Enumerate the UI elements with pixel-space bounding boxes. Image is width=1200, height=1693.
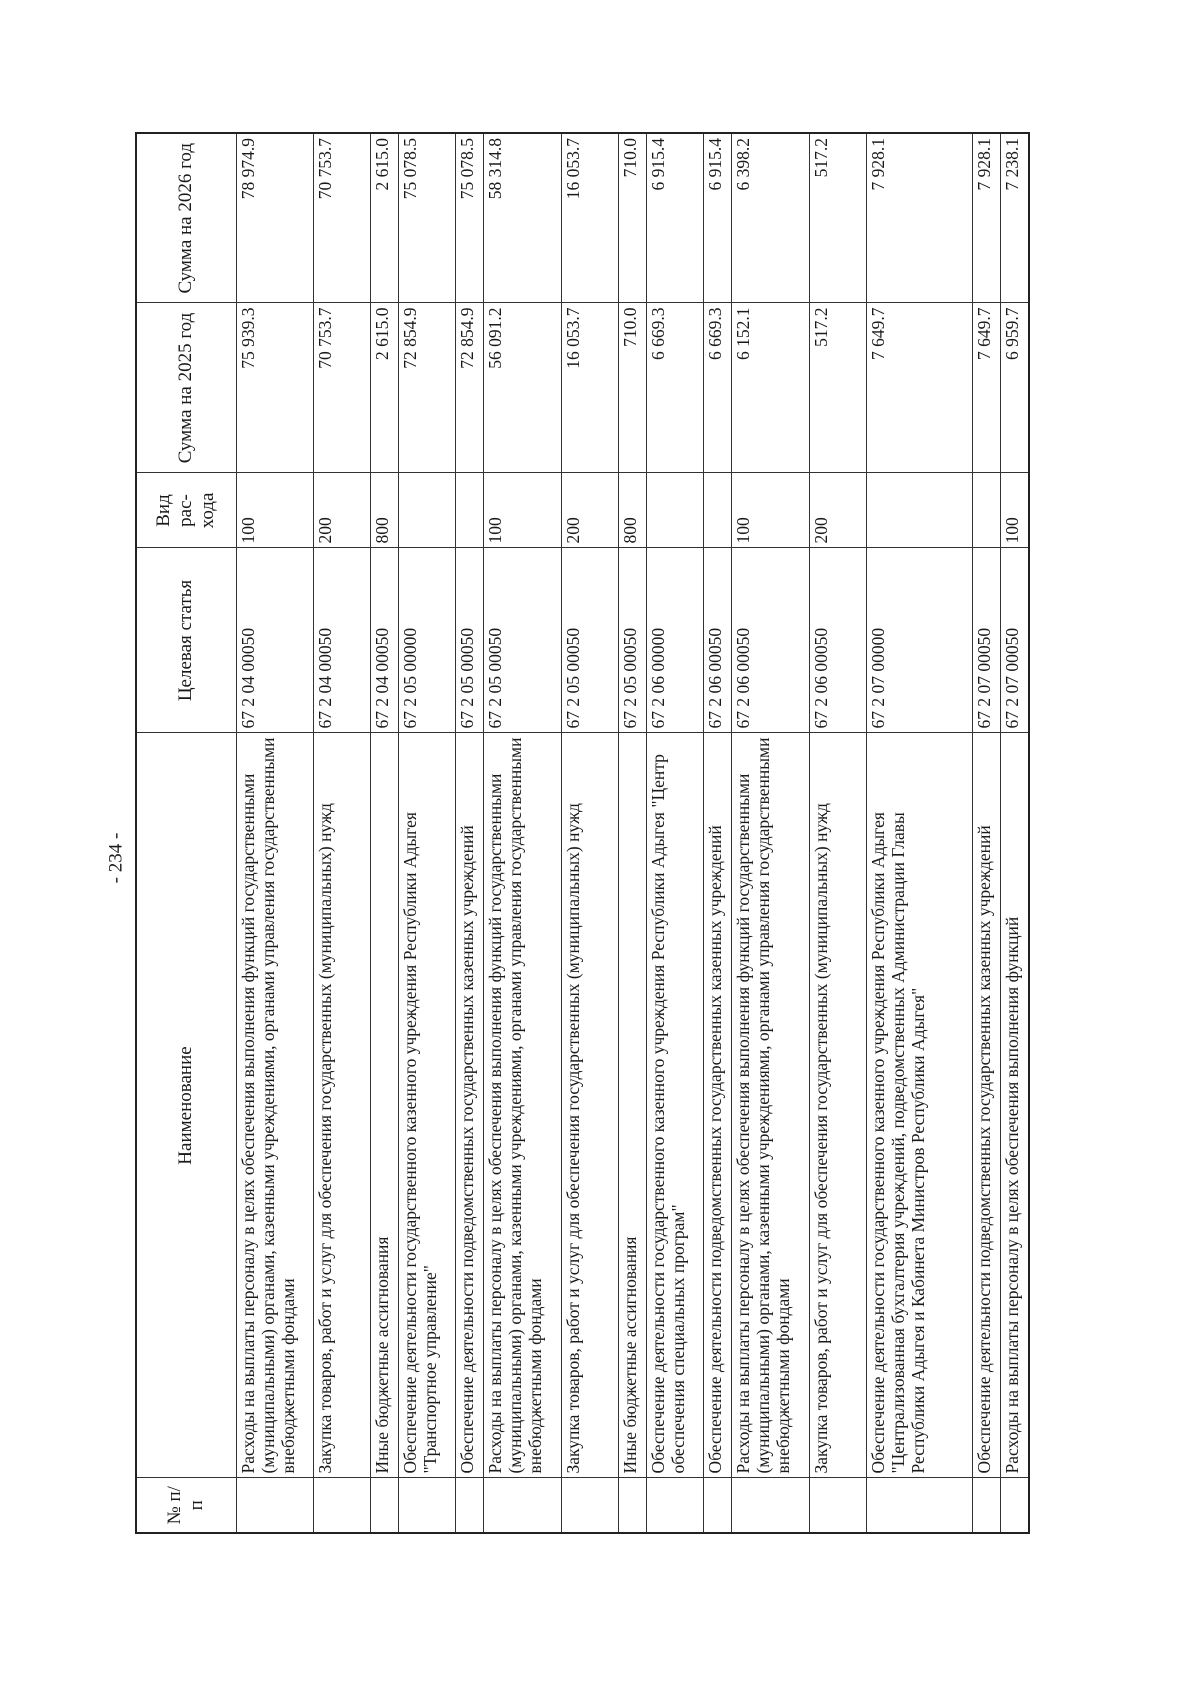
header-vid: Вид рас-хода (136, 473, 236, 548)
cell-sum-2025: 72 854.9 (455, 303, 483, 473)
cell-vid: 200 (314, 473, 371, 548)
cell-code: 67 2 07 00050 (1001, 548, 1029, 733)
cell-name: Расходы на выплаты персоналу в целях обеспечения выполнения функций (1001, 733, 1029, 1478)
cell-name: Закупка товаров, работ и услуг для обеспечения государственных (муниципальных) нужд (562, 733, 619, 1478)
cell-no (732, 1478, 810, 1533)
cell-no (484, 1478, 562, 1533)
cell-sum-2025: 6 959.7 (1001, 303, 1029, 473)
cell-sum-2025: 710.0 (618, 303, 646, 473)
table-row (647, 133, 704, 1533)
cell-name: Обеспечение деятельности государственного казенного учреждения Республики Адыгея "Центр обеспечения специальных програм" (647, 733, 704, 1478)
cell-name: Расходы на выплаты персоналу в целях обеспечения выполнения функций государственными (муниципальными) органами, казенными учреждениями, органами управления государственными внебюджетными фондами (236, 733, 314, 1478)
cell-sum-2026: 7 928.1 (972, 133, 1000, 303)
table-row (484, 133, 562, 1533)
cell-sum-2025: 6 152.1 (732, 303, 810, 473)
table-row (809, 133, 866, 1533)
cell-name: Закупка товаров, работ и услуг для обеспечения государственных (муниципальных) нужд (809, 733, 866, 1478)
cell-no (1001, 1478, 1029, 1533)
cell-no (618, 1478, 646, 1533)
cell-sum-2025: 6 669.3 (647, 303, 704, 473)
cell-code: 67 2 05 00050 (618, 548, 646, 733)
cell-code: 67 2 04 00050 (371, 548, 399, 733)
cell-name: Расходы на выплаты персоналу в целях обеспечения выполнения функций государственными (муниципальными) органами, казенными учреждениями, органами управления государственными внебюджетными фондами (732, 733, 810, 1478)
cell-no (314, 1478, 371, 1533)
cell-sum-2026: 710.0 (618, 133, 646, 303)
page-number (104, 808, 128, 908)
table-row (371, 133, 399, 1533)
cell-code: 67 2 06 00000 (647, 548, 704, 733)
cell-no (371, 1478, 399, 1533)
cell-vid: 800 (371, 473, 399, 548)
budget-table (135, 132, 1030, 1534)
cell-sum-2025: 2 615.0 (371, 303, 399, 473)
table-row (703, 133, 731, 1533)
cell-sum-2026: 75 078.5 (455, 133, 483, 303)
cell-sum-2026: 7 238.1 (1001, 133, 1029, 303)
cell-sum-2025: 517.2 (809, 303, 866, 473)
cell-no (809, 1478, 866, 1533)
header-name: Наименование (136, 733, 236, 1478)
cell-sum-2026: 75 078.5 (399, 133, 456, 303)
table-row (236, 133, 314, 1533)
cell-sum-2025: 7 649.7 (866, 303, 972, 473)
header-code: Целевая статья (136, 548, 236, 733)
cell-sum-2026: 517.2 (809, 133, 866, 303)
cell-code: 67 2 07 00050 (972, 548, 1000, 733)
cell-name: Обеспечение деятельности государственного казенного учреждения Республики Адыгея "Централизованная бухгалтерия учреждений, подведомственных Администрации Главы Республики Адыгея и Кабинета Министров Республики Адыгея" (866, 733, 972, 1478)
cell-no (972, 1478, 1000, 1533)
cell-vid (866, 473, 972, 548)
cell-vid (455, 473, 483, 548)
cell-sum-2025: 16 053.7 (562, 303, 619, 473)
cell-name: Обеспечение деятельности подведомственных государственных казенных учреждений (455, 733, 483, 1478)
header-sum-2026: Сумма на 2026 год (136, 133, 236, 303)
cell-vid (972, 473, 1000, 548)
cell-code: 67 2 04 00050 (236, 548, 314, 733)
cell-sum-2025: 6 669.3 (703, 303, 731, 473)
cell-vid (703, 473, 731, 548)
cell-name: Закупка товаров, работ и услуг для обеспечения государственных (муниципальных) нужд (314, 733, 371, 1478)
cell-name: Обеспечение деятельности государственного казенного учреждения Республики Адыгея "Транспортное управление" (399, 733, 456, 1478)
cell-sum-2026: 6 915.4 (703, 133, 731, 303)
header-no: № п/п (136, 1478, 236, 1533)
cell-sum-2025: 72 854.9 (399, 303, 456, 473)
cell-sum-2026: 70 753.7 (314, 133, 371, 303)
cell-code: 67 2 05 00050 (562, 548, 619, 733)
cell-name: Обеспечение деятельности подведомственных государственных казенных учреждений (703, 733, 731, 1478)
cell-code: 67 2 07 00000 (866, 548, 972, 733)
cell-sum-2026: 6 398.2 (732, 133, 810, 303)
budget-table-rotated (135, 134, 1030, 1534)
page-number-text: - 234 - (105, 832, 126, 884)
cell-sum-2026: 58 314.8 (484, 133, 562, 303)
cell-no (236, 1478, 314, 1533)
cell-code: 67 2 04 00050 (314, 548, 371, 733)
cell-code: 67 2 06 00050 (732, 548, 810, 733)
cell-name: Иные бюджетные ассигнования (618, 733, 646, 1478)
cell-sum-2025: 7 649.7 (972, 303, 1000, 473)
table-row (732, 133, 810, 1533)
cell-vid: 200 (562, 473, 619, 548)
cell-no (399, 1478, 456, 1533)
cell-sum-2026: 7 928.1 (866, 133, 972, 303)
cell-sum-2026: 6 915.4 (647, 133, 704, 303)
cell-vid (647, 473, 704, 548)
table-row (972, 133, 1000, 1533)
cell-code: 67 2 06 00050 (809, 548, 866, 733)
cell-vid: 100 (732, 473, 810, 548)
table-row (562, 133, 619, 1533)
cell-code: 67 2 06 00050 (703, 548, 731, 733)
table-row (618, 133, 646, 1533)
cell-name: Обеспечение деятельности подведомственных государственных казенных учреждений (972, 733, 1000, 1478)
cell-no (647, 1478, 704, 1533)
table-row (399, 133, 456, 1533)
cell-code: 67 2 05 00050 (484, 548, 562, 733)
table-row (866, 133, 972, 1533)
cell-sum-2025: 70 753.7 (314, 303, 371, 473)
cell-no (455, 1478, 483, 1533)
cell-code: 67 2 05 00000 (399, 548, 456, 733)
cell-vid: 800 (618, 473, 646, 548)
cell-sum-2026: 16 053.7 (562, 133, 619, 303)
cell-code: 67 2 05 00050 (455, 548, 483, 733)
cell-vid (399, 473, 456, 548)
cell-no (866, 1478, 972, 1533)
cell-no (562, 1478, 619, 1533)
cell-name: Иные бюджетные ассигнования (371, 733, 399, 1478)
cell-sum-2026: 78 974.9 (236, 133, 314, 303)
cell-no (703, 1478, 731, 1533)
table-row (314, 133, 371, 1533)
cell-sum-2025: 56 091.2 (484, 303, 562, 473)
cell-name: Расходы на выплаты персоналу в целях обеспечения выполнения функций государственными (муниципальными) органами, казенными учреждениями, органами управления государственными внебюджетными фондами (484, 733, 562, 1478)
table-header-row (136, 133, 236, 1533)
header-sum-2025: Сумма на 2025 год (136, 303, 236, 473)
cell-sum-2026: 2 615.0 (371, 133, 399, 303)
cell-vid: 200 (809, 473, 866, 548)
table-row (455, 133, 483, 1533)
cell-vid: 100 (236, 473, 314, 548)
cell-sum-2025: 75 939.3 (236, 303, 314, 473)
table-row (1001, 133, 1029, 1533)
cell-vid: 100 (1001, 473, 1029, 548)
cell-vid: 100 (484, 473, 562, 548)
